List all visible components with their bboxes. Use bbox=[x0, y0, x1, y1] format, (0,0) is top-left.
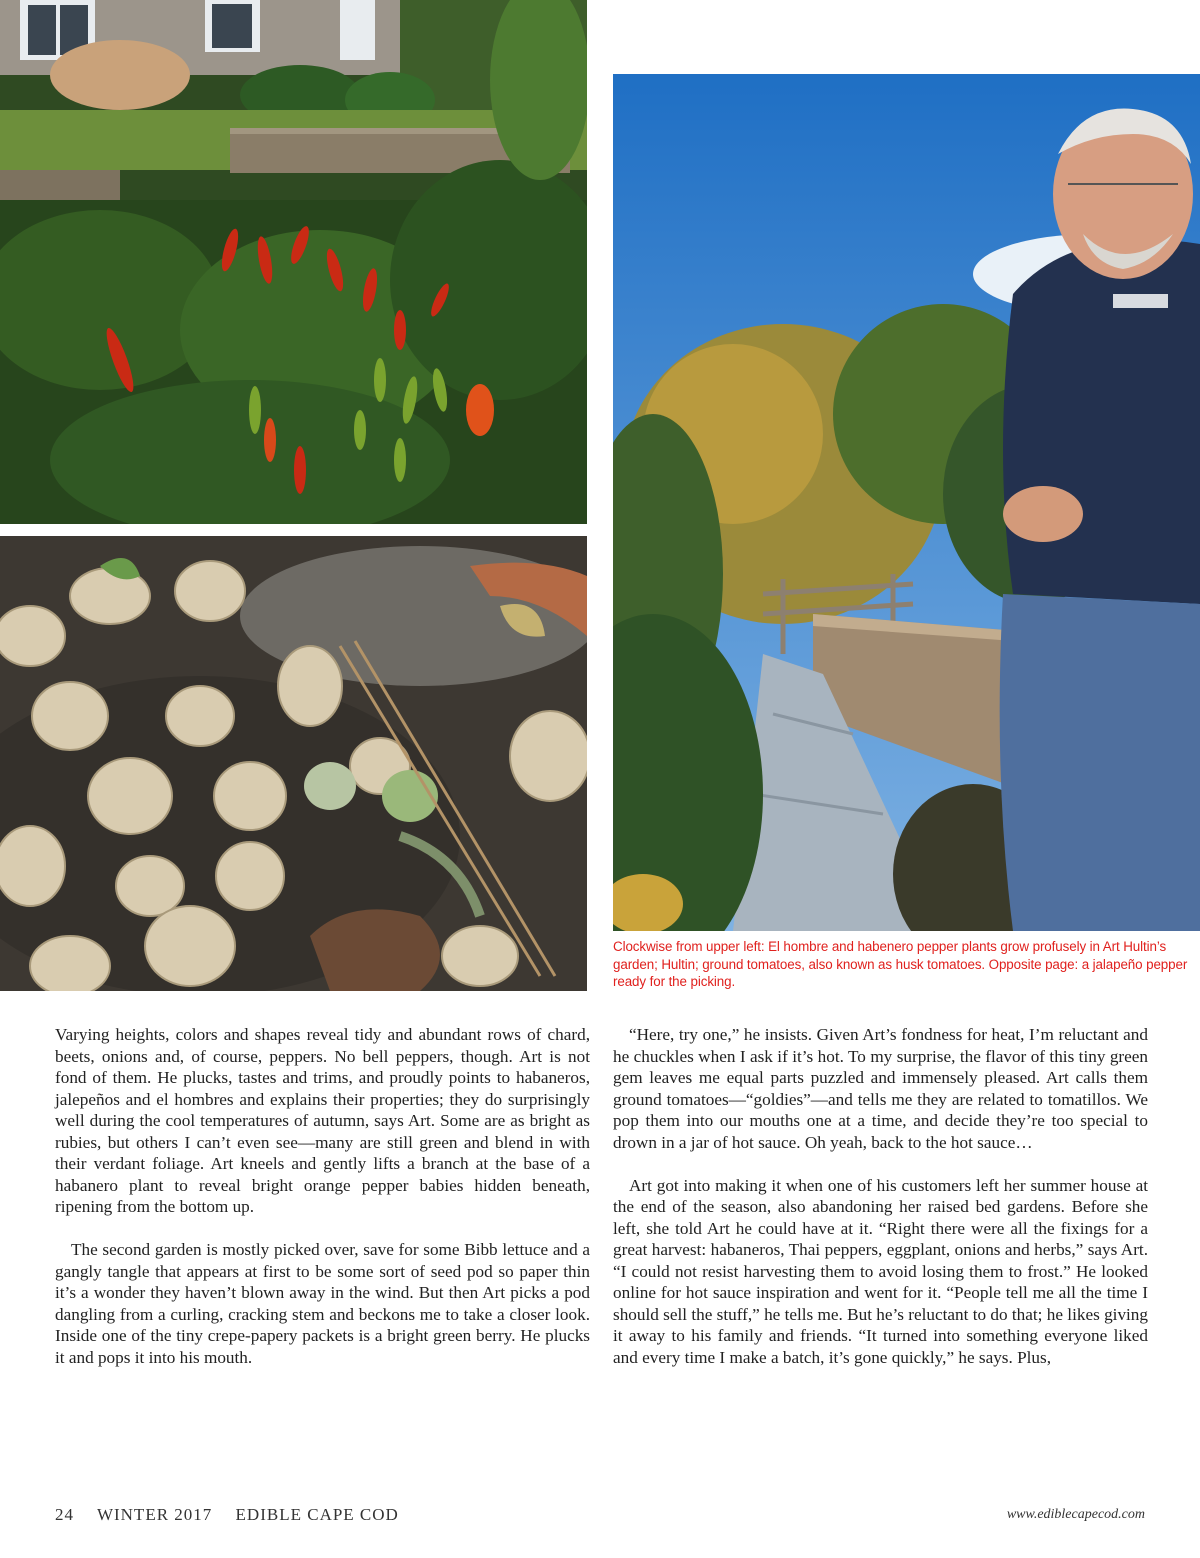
photo-pepper-garden bbox=[0, 0, 587, 524]
magazine-name: EDIBLE CAPE COD bbox=[235, 1505, 399, 1524]
article-paragraph: Varying heights, colors and shapes reveal tidy and abundant rows of chard, beets, onions and, of course, peppers. No bell peppers, though. Art is not fond of them. He plucks, tastes and trims, and proudly points to habaneros, jalepeños and el hombres and explains their properties; they do surprisingly well during the cool temperatures of autumn, says Art. Some are as bright as rubies, but others I can’t even see—many are still green and blend in with their verdant foliage. Art kneels and gently lifts a branch at the base of a habanero plant to reveal bright orange pepper babies hidden beneath, ripening from the bottom up. bbox=[55, 1025, 590, 1216]
article-paragraph: Art got into making it when one of his customers left her summer house at the end of the season, also abandoning her raised bed gardens. Before she left, she told Art he could have at it. “Right there were all the fixings for a great harvest: habaneros, Thai peppers, eggplant, onions and herbs,” says Art. “I could not resist harvesting them to avoid losing them to frost.” He looked online for hot sauce inspiration and went for it. “People tell me all the time I should sell the stuff,” he tells me. But he’s reluctant to do that; he likes giving it away to his family and friends. “It turned into something everyone liked and every time I make a batch, it’s gone quickly,” he says. Plus, bbox=[613, 1175, 1148, 1367]
page-number: 24 bbox=[55, 1505, 74, 1524]
page-footer bbox=[55, 1505, 417, 1525]
photo-art-hultin bbox=[613, 74, 1200, 931]
photo-ground-tomatoes bbox=[0, 536, 587, 991]
photo-caption: Clockwise from upper left: El hombre and habenero pepper plants grow profusely in Art Hultin’s garden; Hultin; ground tomatoes, also known as husk tomatoes. Opposite page: a jalapeño pepper ready for the picking. bbox=[613, 939, 1188, 989]
issue-label: WINTER 2017 bbox=[96, 1505, 213, 1524]
article-column-right bbox=[613, 1024, 1148, 1390]
article-column-left bbox=[55, 1024, 590, 1390]
magazine-url: www.ediblecapecod.com bbox=[1006, 1507, 1145, 1522]
article-paragraph: “Here, try one,” he insists. Given Art’s fondness for heat, I’m reluctant and he chuckles when I ask if it’s hot. To my surprise, the flavor of this tiny green gem leaves me equal parts puzzled and immensely pleased. Art calls them ground tomatoes—“goldies”—and tells me they are related to tomatillos. We pop them into our mouths one at a time, and decide they’re too special to drown in a jar of hot sauce. Oh yeah, back to the hot sauce… bbox=[613, 1025, 1148, 1152]
article-paragraph: The second garden is mostly picked over, save for some Bibb lettuce and a gangly tangle that appears at first to be some sort of seed pod so paper thin it’s a wonder they haven’t blown away in the wind. But then Art picks a pod dangling from a curling, cracking stem and beckons me to take a closer look. Inside one of the tiny crepe-papery packets is a bright green berry. He plucks it and pops it into his mouth. bbox=[55, 1240, 590, 1367]
